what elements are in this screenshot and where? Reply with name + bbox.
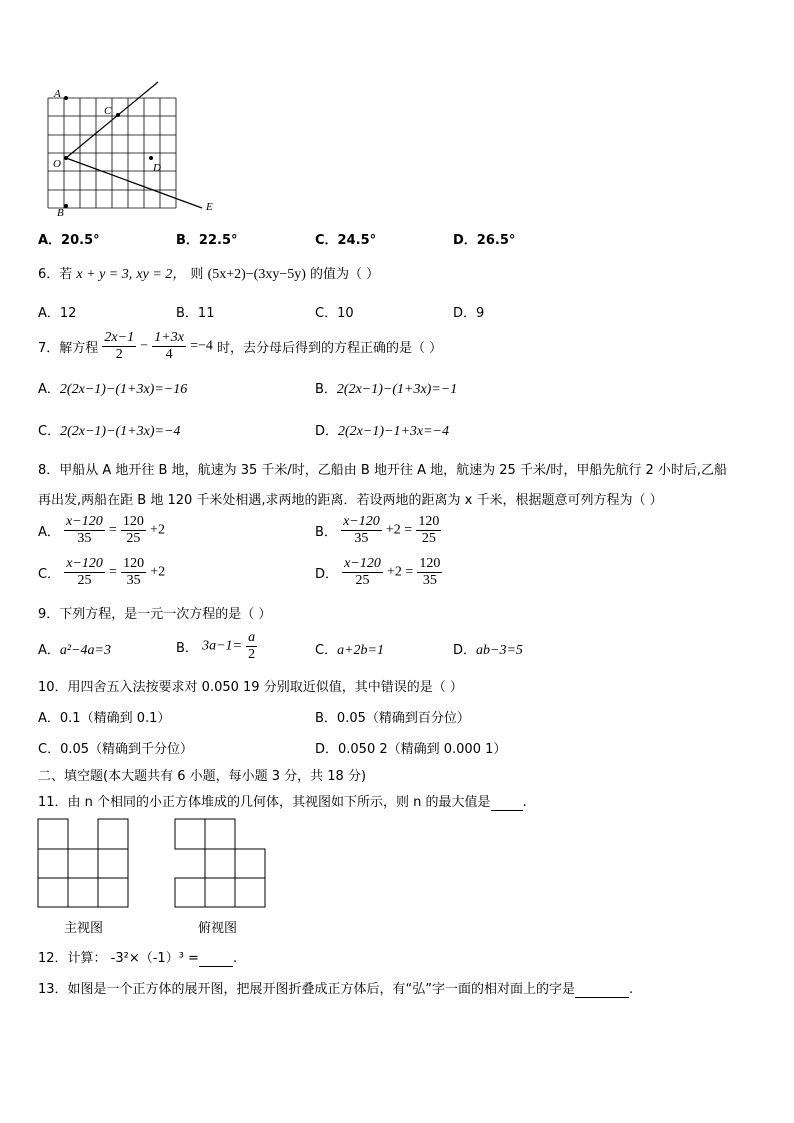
- q5-option-c: C．24.5°: [315, 233, 377, 248]
- q11-top-view: [174, 818, 266, 908]
- q6-mid: 则: [190, 267, 204, 282]
- q7-prefix: 7．解方程: [38, 341, 99, 356]
- q6-option-a: A．12: [38, 306, 77, 321]
- q7-option-d: D．2(2x−1)−1+3x=−4: [315, 424, 450, 439]
- q5-option-b: B．22.5°: [176, 233, 238, 248]
- q6-prefix: 6．若: [38, 267, 73, 282]
- q6-cond2: xy = 2，: [136, 267, 187, 282]
- q9-option-c: C．a+2b=1: [315, 643, 384, 658]
- q8-stem-line2: 再出发,两船在距 B 地 120 千米处相遇,求两地的距离．若设两地的距离为 x 千米，根据题意可列方程为（ ）: [38, 493, 663, 508]
- q10-stem: 10．用四舍五入法按要求对 0.050 19 分别取近似值，其中错误的是（ ）: [38, 680, 463, 695]
- q5-point-b: [64, 204, 68, 208]
- q6-option-d: D．9: [453, 306, 485, 321]
- q6-option-b: B．11: [176, 306, 215, 321]
- q5-label-o: O: [53, 158, 61, 170]
- q7-fraction-2: $\frac{1+3x}{4}$: [154, 330, 184, 362]
- q5-point-o: [64, 156, 68, 160]
- q5-option-a: A．20.5°: [38, 233, 100, 248]
- q11-front-view-label: 主视图: [64, 921, 104, 936]
- q11-stem: 11．由 n 个相同的小正方体堆成的几何体，其视图如下所示，则 n 的最大值是 .: [38, 795, 527, 810]
- q13-answer-blank[interactable]: [575, 982, 629, 998]
- q6-option-c: C．10: [315, 306, 354, 321]
- q10-option-d: D．0.050 2（精确到 0.000 1）: [315, 742, 507, 757]
- q5-label-a: A: [54, 88, 61, 100]
- q6-suffix: 的值为（ ）: [310, 267, 380, 282]
- q5-point-a: [64, 96, 68, 100]
- q7-rhs: =−4: [190, 338, 213, 354]
- q11-top-view-label: 俯视图: [198, 921, 238, 936]
- q10-option-b: B．0.05（精确到百分位）: [315, 711, 470, 726]
- q9-option-b: B． 3a−1= $\frac{a}{2}$: [176, 630, 256, 662]
- q12-stem: 12．计算： -3²×（-1）³ = .: [38, 951, 238, 966]
- q5-label-b: B: [57, 207, 64, 219]
- q11-answer-blank[interactable]: [491, 795, 523, 811]
- q6-expression: (5x+2)−(3xy−5y): [207, 267, 306, 282]
- q5-option-d: D．26.5°: [453, 233, 516, 248]
- q5-point-c: [116, 113, 120, 117]
- q12-answer-blank[interactable]: [199, 951, 233, 967]
- q7-fraction-1: $\frac{2x-1}{2}$: [104, 330, 135, 362]
- q9-stem: 9．下列方程，是一元一次方程的是（ ）: [38, 607, 272, 622]
- q7-suffix: 时，去分母后得到的方程正确的是（ ）: [217, 341, 443, 356]
- q7-option-b: B．2(2x−1)−(1+3x)=−1: [315, 382, 458, 397]
- q7-option-a: A．2(2x−1)−(1+3x)=−16: [38, 382, 188, 397]
- q9-option-d: D．ab−3=5: [453, 643, 523, 658]
- q13-stem: 13．如图是一个正方体的展开图，把展开图折叠成正方体后，有“弘”字一面的相对面上的字是 .: [38, 982, 634, 997]
- q5-label-e: E: [206, 201, 213, 213]
- q8-option-b: B． $\frac{x-120}{35}$ +2 = $\frac{120}{25}$: [315, 514, 440, 546]
- q7-option-c: C．2(2x−1)−(1+3x)=−4: [38, 424, 181, 439]
- q10-option-a: A．0.1（精确到 0.1）: [38, 711, 171, 726]
- q6-stem: [38, 263, 379, 283]
- q6-cond1: x + y = 3,: [76, 267, 133, 282]
- q10-option-c: C．0.05（精确到千分位）: [38, 742, 194, 757]
- q8-option-c: C． $\frac{x-120}{25}$ = $\frac{120}{35}$ +2: [38, 556, 166, 588]
- q11-front-view: [37, 818, 129, 908]
- q5-label-d: D: [153, 162, 161, 174]
- q7-minus: −: [140, 338, 149, 354]
- q5-label-c: C: [104, 105, 112, 117]
- q5-point-d: [149, 156, 153, 160]
- q5-angle-figure: [40, 78, 230, 223]
- q5-ray-oe: [66, 158, 202, 208]
- q8-stem-line1: 8．甲船从 A 地开往 B 地，航速为 35 千米/时，乙船由 B 地开往 A 地，航速为 25 千米/时，甲船先航行 2 小时后,乙船: [38, 463, 727, 478]
- section-2-heading: 二、填空题(本大题共有 6 小题，每小题 3 分，共 18 分): [38, 769, 367, 784]
- q9-option-a: A．a²−4a=3: [38, 643, 111, 658]
- q8-option-d: D． $\frac{x-120}{25}$ +2 = $\frac{120}{35}$: [315, 556, 441, 588]
- q7-stem: [38, 330, 442, 363]
- q8-option-a: A． $\frac{x-120}{35}$ = $\frac{120}{25}$ +2: [38, 514, 165, 546]
